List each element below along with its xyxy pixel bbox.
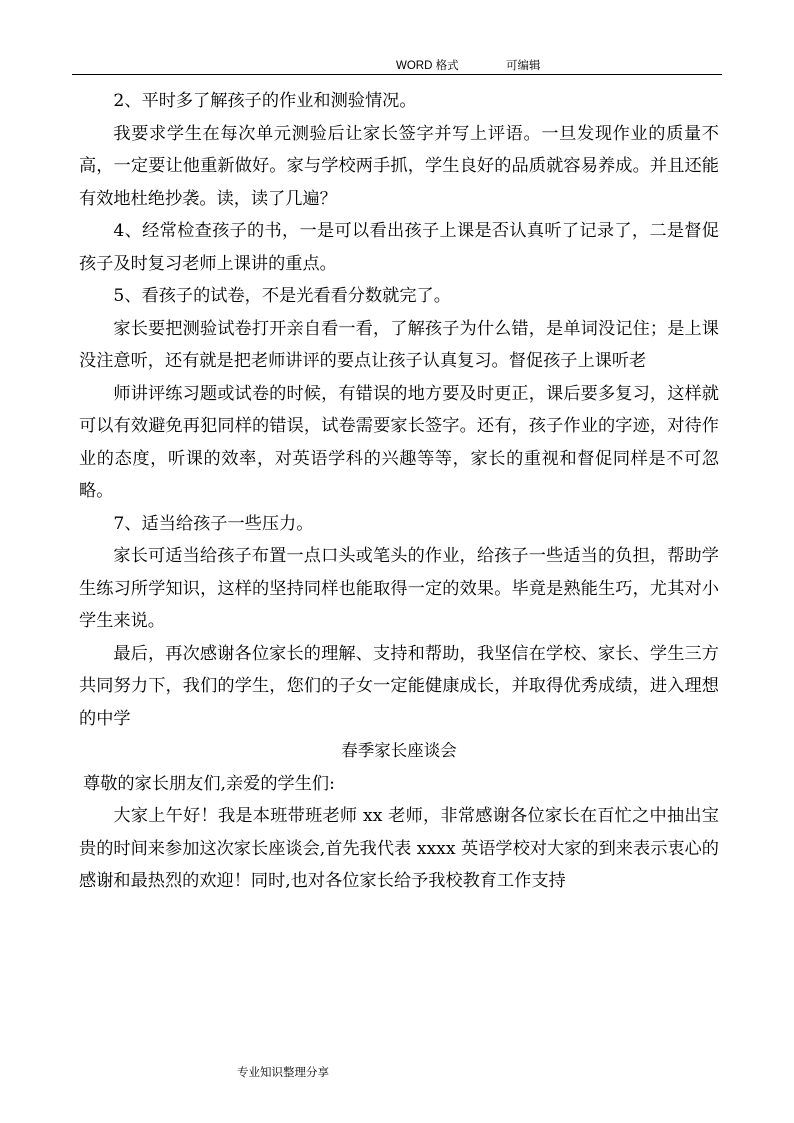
paragraph-item-2: 2、平时多了解孩子的作业和测验情况。 [113, 91, 417, 111]
paragraph-item-4: 4、经常检查孩子的书，一是可以看出孩子上课是否认真听了记录了，二是督促孩子及时复习老师上课讲的重点。 [79, 221, 719, 274]
paragraph: 家长要把测验试卷打开亲自看一看，了解孩子为什么错，是单词没记住；是上课没注意听，还有就是把老师讲评的要点让孩子认真复习。督促孩子上课听老 [79, 318, 719, 371]
paragraph-item-7: 7、适当给孩子一些压力。 [113, 513, 314, 534]
paragraph: 师讲评练习题或试卷的时候，有错误的地方要及时更正，课后要多复习，这样就可以有效避免再犯同样的错误，试卷需要家长签字。还有，孩子作业的字迹，对待作业的态度，听课的效率，对英语学科的兴趣等等，家长的重视和督促同样是不可忽略。 [79, 383, 719, 501]
header-format-label: WORD 格式 [396, 60, 459, 72]
page-header [72, 54, 722, 75]
paragraph: 最后，再次感谢各位家长的理解、支持和帮助，我坚信在学校、家长、学生三方共同努力下，我们的学生，您们的子女一定能健康成长，并取得优秀成绩，进入理想的中学 [79, 643, 719, 729]
paragraph: 大家上午好！我是本班带班老师 xx 老师，非常感谢各位家长在百忙之中抽出宝贵的时间来参加这次家长座谈会,首先我代表 xxxx 英语学校对大家的到来表示衷心的感谢和最热烈的欢迎！同时,也对各位家长给予我校教育工作支持 [79, 806, 719, 891]
paragraph-item-5: 5、看孩子的试卷，不是光看看分数就完了。 [113, 286, 451, 306]
salutation: 尊敬的家长朋友们,亲爱的学生们: [83, 773, 335, 794]
page-footer: 专业知识整理分享 [237, 1067, 329, 1079]
header-editable-label: 可编辑 [506, 60, 541, 72]
document-body [79, 85, 719, 898]
paragraph: 家长可适当给孩子布置一点口头或笔头的作业，给孩子一些适当的负担，帮助学生练习所学知识，这样的坚持同样也能取得一定的效果。毕竟是熟能生巧，尤其对小学生来说。 [79, 546, 719, 631]
paragraph: 我要求学生在每次单元测验后让家长签字并写上评语。一旦发现作业的质量不高，一定要让他重新做好。家与学校两手抓，学生良好的品质就容易养成。并且还能有效地杜绝抄袭。读，读了几遍？ [79, 123, 719, 209]
section-title: 春季家长座谈会 [341, 741, 457, 760]
